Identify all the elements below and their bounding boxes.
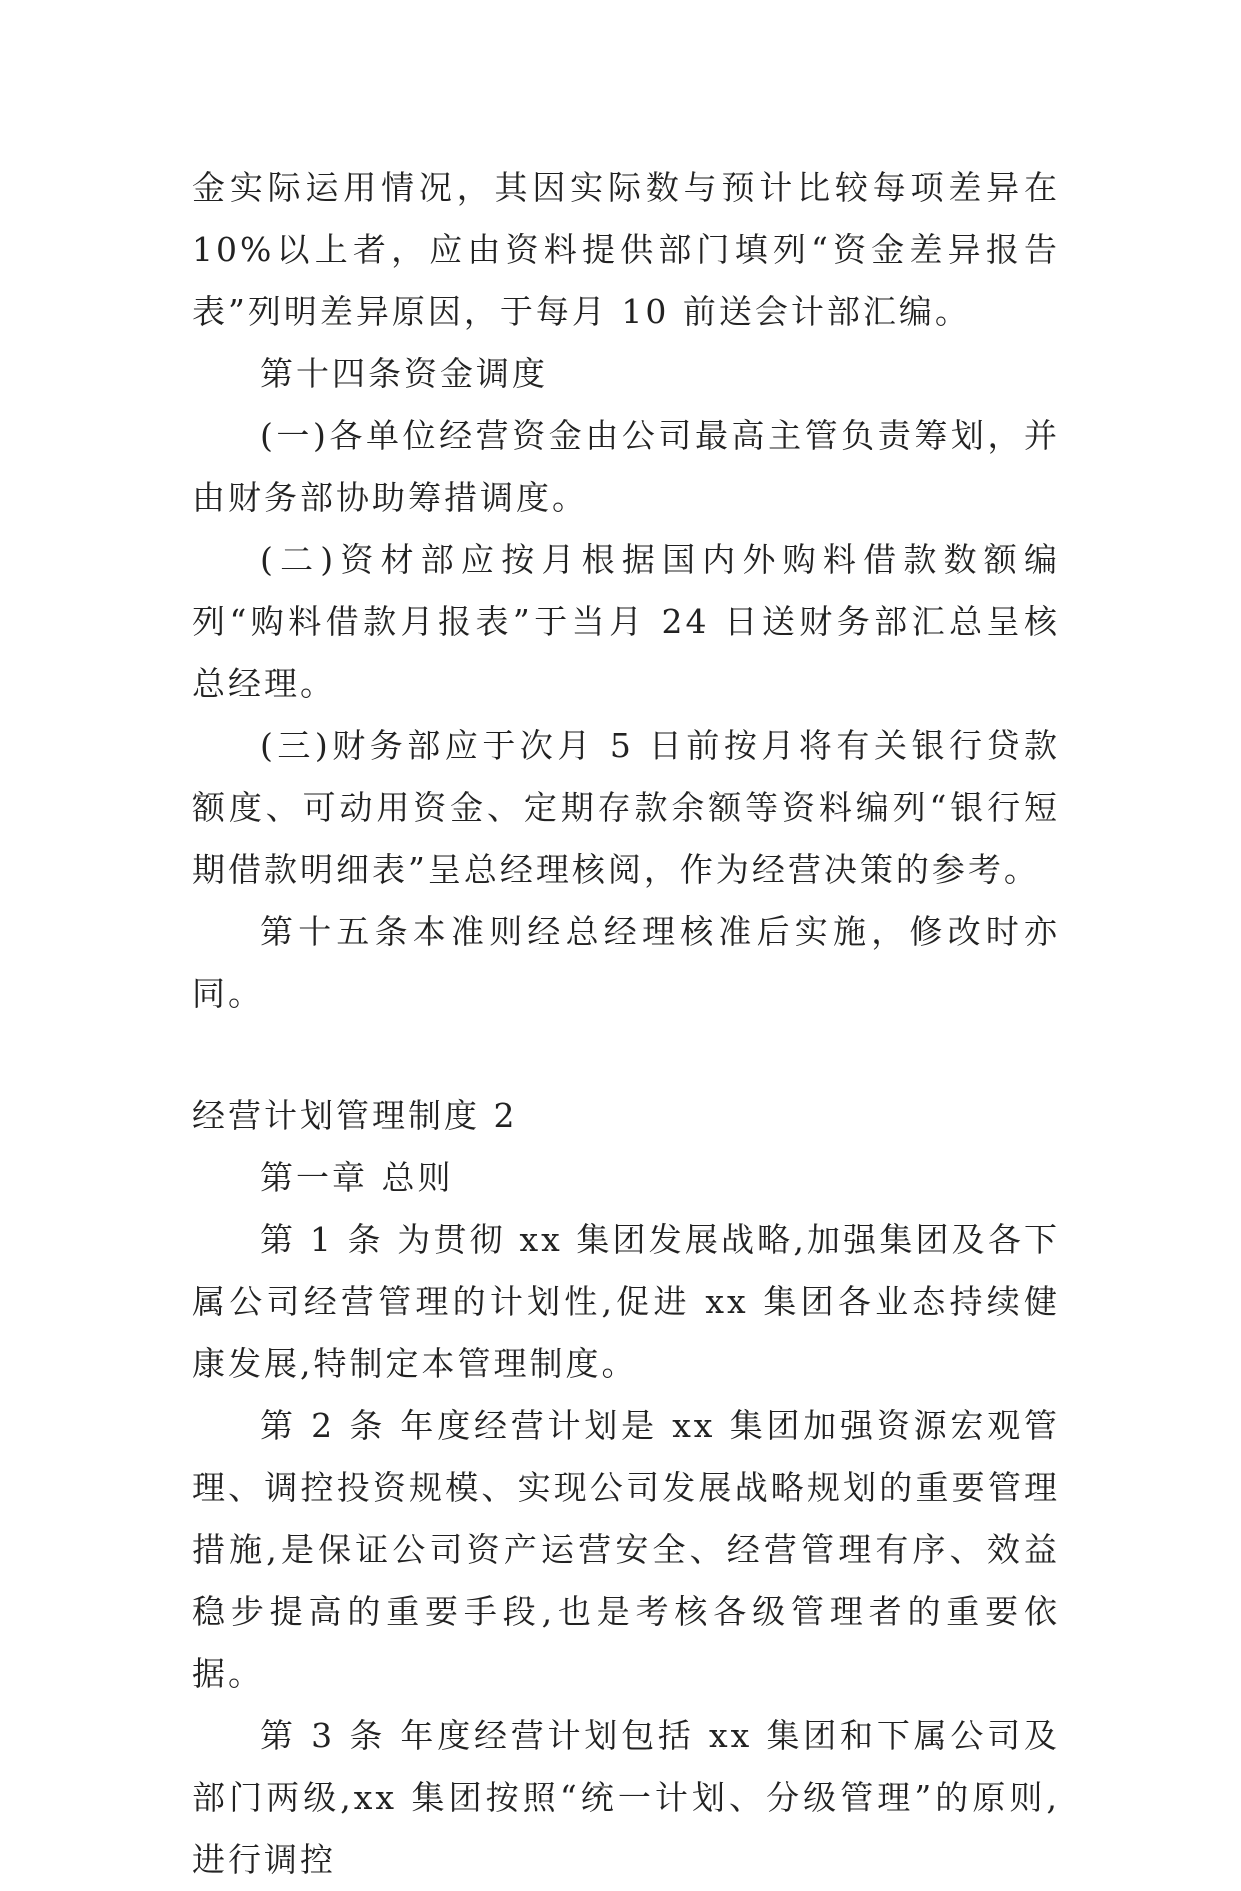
paragraph-funds-variance: 金实际运用情况，其因实际数与预计比较每项差异在 10%以上者，应由资料提供部门填列“资金差异报告表”列明差异原因，于每月 10 前送会计部汇编。	[192, 168, 1060, 331]
article-14-item-2: (二)资材部应按月根据国内外购料借款数额编列“购料借款月报表”于当月 24 日送财务部汇总呈核总经理。	[192, 540, 1060, 703]
article-1: 第 1 条 为贯彻 xx 集团发展战略,加强集团及各下属公司经营管理的计划性,促进 xx 集团各业态持续健康发展,特制定本管理制度。	[192, 1220, 1060, 1383]
article-14-item-3: (三)财务部应于次月 5 日前按月将有关银行贷款额度、可动用资金、定期存款余额等资料编列“银行短期借款明细表”呈总经理核阅，作为经营决策的参考。	[192, 726, 1060, 889]
article-14-heading: 第十四条资金调度	[260, 354, 548, 393]
article-2: 第 2 条 年度经营计划是 xx 集团加强资源宏观管理、调控投资规模、实现公司发展战略规划的重要管理措施,是保证公司资产运营安全、经营管理有序、效益稳步提高的重要手段,也是考核各级管理者的重要依据。	[192, 1406, 1060, 1693]
document-body	[192, 157, 1060, 1891]
section-title: 经营计划管理制度 2	[192, 1096, 518, 1135]
article-3: 第 3 条 年度经营计划包括 xx 集团和下属公司及部门两级,xx 集团按照“统一计划、分级管理”的原则,进行调控	[192, 1716, 1060, 1879]
article-15: 第十五条本准则经总经理核准后实施，修改时亦同。	[192, 912, 1060, 1013]
article-14-item-1: (一)各单位经营资金由公司最高主管负责筹划，并由财务部协助筹措调度。	[192, 416, 1060, 517]
chapter-1-heading: 第一章 总则	[260, 1158, 454, 1197]
